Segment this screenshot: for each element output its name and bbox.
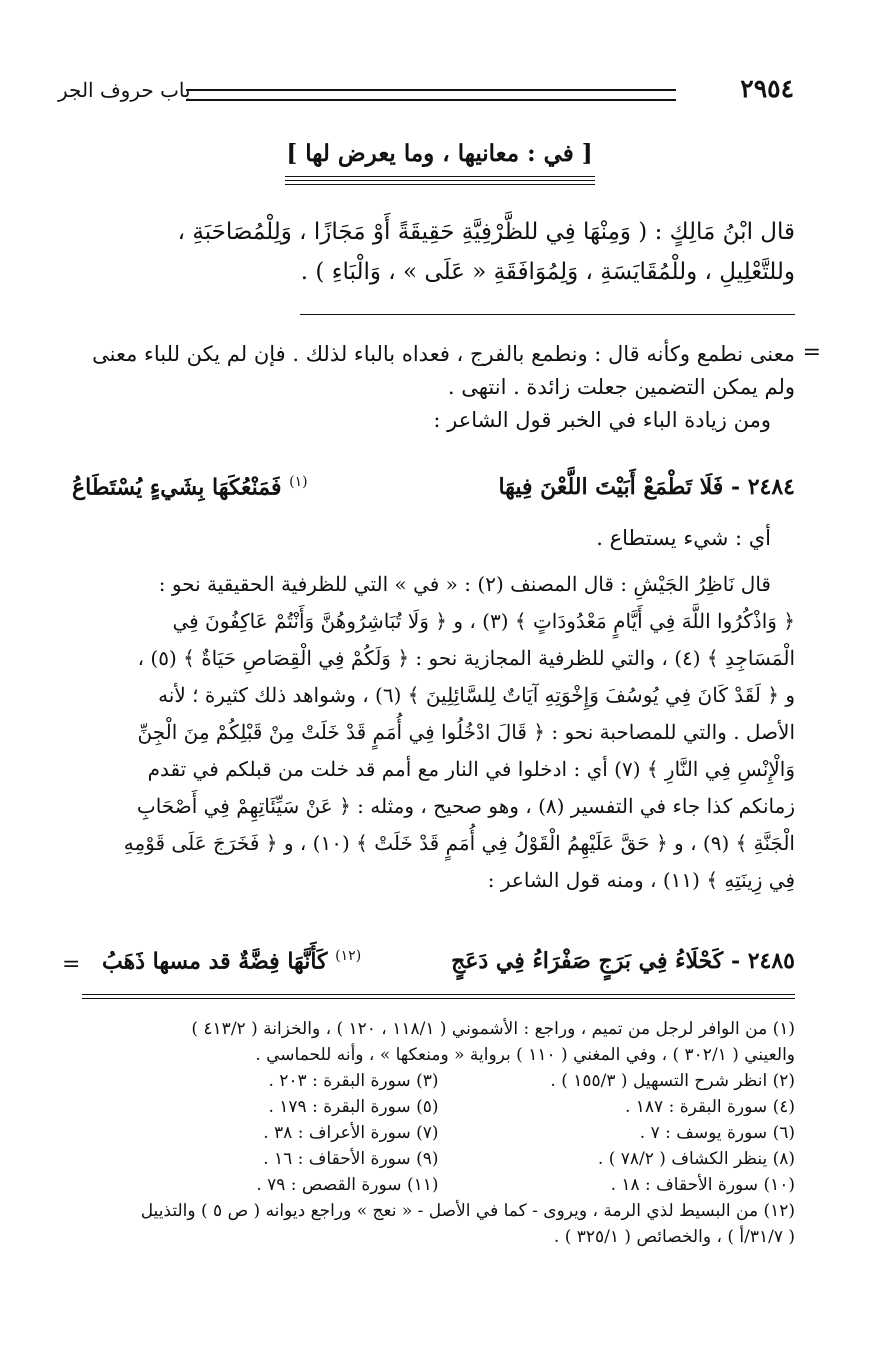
- continuation-mark: =: [62, 952, 81, 977]
- footnote: (٨) ينظر الكشاف ( ٧٨/٢ ) .: [597, 1149, 795, 1169]
- verse-hemistich-left: [102, 948, 361, 974]
- footnote: (١٢) من البسيط لذي الرمة ، ويروى - كما في الأصل - « نعج » وراجع ديوانه ( ص ٥ ) والتذييل: [140, 1201, 795, 1221]
- page-number: ٢٩٥٤: [740, 74, 794, 103]
- verse-hemistich-right: ٢٤٨٤ - فَلَا تَطْمَعْ أَبَيْتَ اللَّعْنَ فِيهَا: [498, 474, 795, 500]
- footnote-row: [82, 1146, 795, 1172]
- header-rule: [186, 89, 676, 101]
- quote-line: قال ابْنُ مَالِكٍ : ( وَمِنْهَا فِي للظَّرْفِيَّةِ حَقِيقَةً أَوْ مَجَازًا ، وَلِلْمُصَاحَبَةِ ،: [177, 219, 795, 245]
- commentary-block: [72, 338, 795, 437]
- text-line: قال نَاظِرُ الجَيْشِ : قال المصنف (٢) : « في » التي للظرفية الحقيقية نحو :: [158, 572, 771, 596]
- footnote-ref: (١): [289, 474, 308, 490]
- footnote: (٧) سورة الأعراف : ٣٨ .: [263, 1123, 439, 1143]
- footnote: ( ٣١/٧/أ ) ، والخصائص ( ٣٢٥/١ ) .: [553, 1227, 795, 1247]
- footnote-rule: [82, 994, 795, 1002]
- verse-hemistich-right: ٢٤٨٥ - كَحْلَاءُ فِي بَرَجٍ صَفْرَاءُ فِي دَعَجٍ: [451, 948, 795, 974]
- footnote: (١) من الوافر لرجل من تميم ، وراجع : الأشموني ( ١١٨/١ ، ١٢٠ ) ، والخزانة ( ٤١٣/٢ ): [191, 1019, 795, 1039]
- footnote: (١٠) سورة الأحقاف : ١٨ .: [610, 1175, 795, 1195]
- text-line: معنى نطمع وكأنه قال : ونطمع بالفرج ، فعداه بالباء لذلك . فإن لم يكن للباء معنى: [92, 342, 795, 366]
- footnote: (١١) سورة القصص : ٧٩ .: [256, 1175, 439, 1195]
- text-line: الْمَسَاجِدِ ﴾ (٤) ، والتي للظرفية المجازية نحو : ﴿ وَلَكُمْ فِي الْقِصَاصِ حَيَاةٌ ﴾ (٥) ،: [137, 646, 795, 670]
- separator: [300, 314, 795, 315]
- footnote-ref: (١٢): [335, 948, 362, 964]
- chapter-title: باب حروف الجر: [58, 78, 191, 102]
- footnote-row: [82, 1068, 795, 1094]
- verse-gloss: أي : شيء يستطاع .: [596, 526, 771, 550]
- text-line: و ﴿ لَقَدْ كَانَ فِي يُوسُفَ وَإِخْوَتِهِ آيَاتٌ لِلسَّائِلِينَ ﴾ (٦) ، وشواهد ذلك كثيرة ؛ لأنه: [158, 683, 795, 707]
- footnote-row: [82, 1172, 795, 1198]
- text-line: وَالْإِنْسِ فِي النَّارِ ﴾ (٧) أي : ادخلوا في النار مع أمم قد خلت من قبلكم في تقدم: [147, 757, 795, 781]
- page-header: [58, 74, 794, 114]
- footnote: (٥) سورة البقرة : ١٧٩ .: [268, 1097, 439, 1117]
- title-underline: [285, 176, 595, 188]
- text-line: ﴿ وَاذْكُرُوا اللَّهَ فِي أَيَّامٍ مَعْدُودَاتٍ ﴾ (٣) ، و ﴿ وَلَا تُبَاشِرُوهُنَّ وَأَنْتُمْ عَاكِفُونَ فِي: [172, 609, 795, 633]
- footnote: (٤) سورة البقرة : ١٨٧ .: [624, 1097, 795, 1117]
- footnote-row: [82, 1120, 795, 1146]
- continuation-mark: =: [802, 340, 821, 365]
- footnote-row: [82, 1094, 795, 1120]
- text-line: ومن زيادة الباء في الخبر قول الشاعر :: [433, 408, 771, 432]
- verse-left-text: فَمَنْعُكَهَا بِشَيءٍ يُسْتَطَاعُ: [72, 474, 282, 501]
- text-line: زمانكم كذا جاء في التفسير (٨) ، وهو صحيح ، ومثله : ﴿ عَنْ سَيِّئَاتِهِمْ فِي أَصْحَابِ: [136, 794, 795, 818]
- text-line: فِي زِينَتِهِ ﴾ (١١) ، ومنه قول الشاعر :: [487, 868, 795, 892]
- quote-line: وللتَّعْلِيلِ ، وللْمُقَايَسَةِ ، وَلِمُوَافَقَةِ « عَلَى » ، وَالْبَاءِ ) .: [300, 259, 795, 285]
- main-paragraph: [72, 566, 795, 899]
- footnote: والعيني ( ٣٠٢/١ ) ، وفي المغني ( ١١٠ ) برواية « ومنعكها » ، وأنه للحماسي .: [255, 1045, 795, 1065]
- footnote: (٣) سورة البقرة : ٢٠٣ .: [268, 1071, 439, 1091]
- footnote: (٦) سورة يوسف : ٧ .: [639, 1123, 795, 1143]
- section-title: [ في : معانيها ، وما يعرض لها ]: [286, 140, 593, 167]
- footnote: (٢) انظر شرح التسهيل ( ١٥٥/٣ ) .: [550, 1071, 795, 1091]
- text-line: الْجَنَّةِ ﴾ (٩) ، و ﴿ حَقَّ عَلَيْهِمُ الْقَوْلُ فِي أُمَمٍ قَدْ خَلَتْ ﴾ (١٠) ، و ﴿ فَخَرَجَ عَلَى قَوْمِهِ: [123, 831, 795, 855]
- verse-hemistich-left: [72, 474, 308, 500]
- quote-block: [72, 212, 795, 292]
- text-line: الأصل . والتي للمصاحبة نحو : ﴿ قَالَ ادْخُلُوا فِي أُمَمٍ قَدْ خَلَتْ مِنْ قَبْلِكُمْ مِنَ الْجِنِّ: [137, 720, 795, 744]
- text-line: ولم يمكن التضمين جعلت زائدة . انتهى .: [447, 375, 795, 399]
- footnotes: [82, 1016, 795, 1250]
- footnote: (٩) سورة الأحقاف : ١٦ .: [263, 1149, 439, 1169]
- verse-left-text: كَأَنَّهَا فِضَّةٌ قد مسها ذَهَبُ: [102, 948, 328, 975]
